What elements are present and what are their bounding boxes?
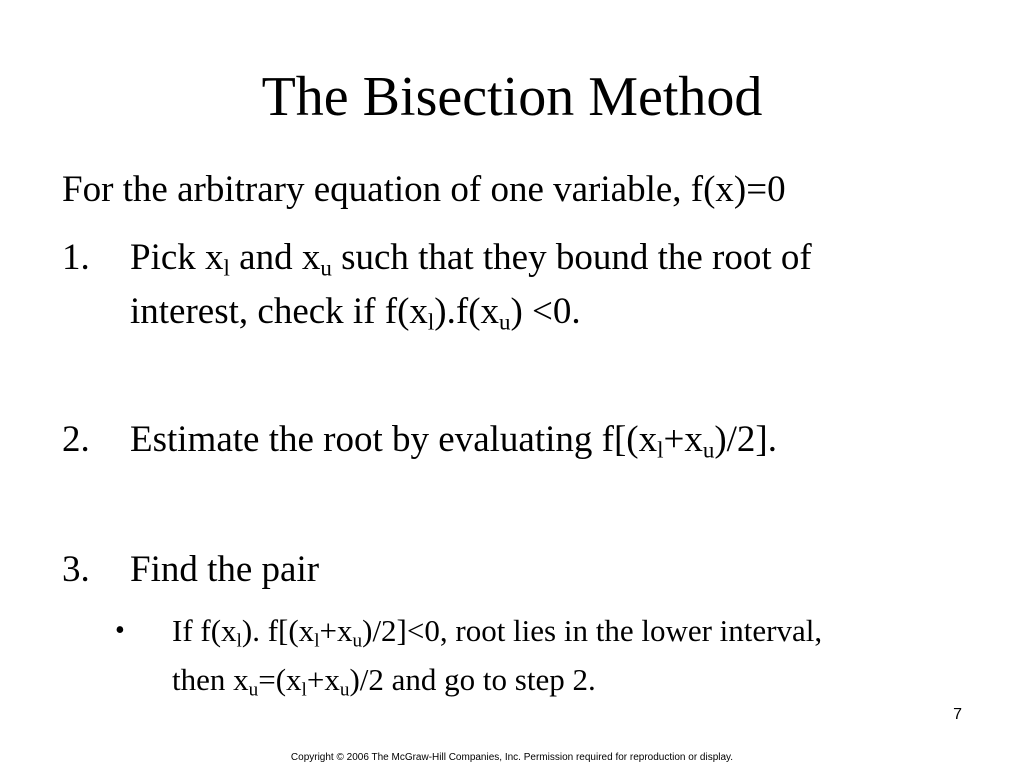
item-3-line-1: Find the pair bbox=[130, 549, 320, 590]
page-number: 7 bbox=[953, 706, 962, 723]
item-3-number: 3. bbox=[62, 549, 90, 590]
item-1-line-2: interest, check if $f(x_l).f(x_u) <0$. bbox=[130, 291, 581, 335]
intro-text: For the arbitrary equation of one variable, f(x)=0 bbox=[62, 169, 786, 210]
slide-title: The Bisection Method bbox=[261, 66, 763, 128]
sub-bullet-line-1: If $f(x_l)$. $f[(x_l+x_u)/2]<0$, root lies in the lower interval, bbox=[172, 613, 823, 652]
item-1-line-1: Pick $x_l$ and $x_u$ such that they bound the root of bbox=[130, 237, 812, 281]
item-1-number: 1. bbox=[62, 237, 90, 278]
item-2-number: 2. bbox=[62, 419, 90, 460]
copyright-notice: Copyright © 2006 The McGraw-Hill Companies, Inc. Permission required for reproduction or display. bbox=[290, 752, 734, 763]
sub-bullet-line-2: then $x_u=(x_l+x_u)/2$ and go to step 2. bbox=[172, 662, 596, 701]
item-2-line-1: Estimate the root by evaluating $f[(x_l+x_u)/2]$. bbox=[130, 419, 777, 463]
sub-bullet-marker: • bbox=[115, 615, 125, 646]
